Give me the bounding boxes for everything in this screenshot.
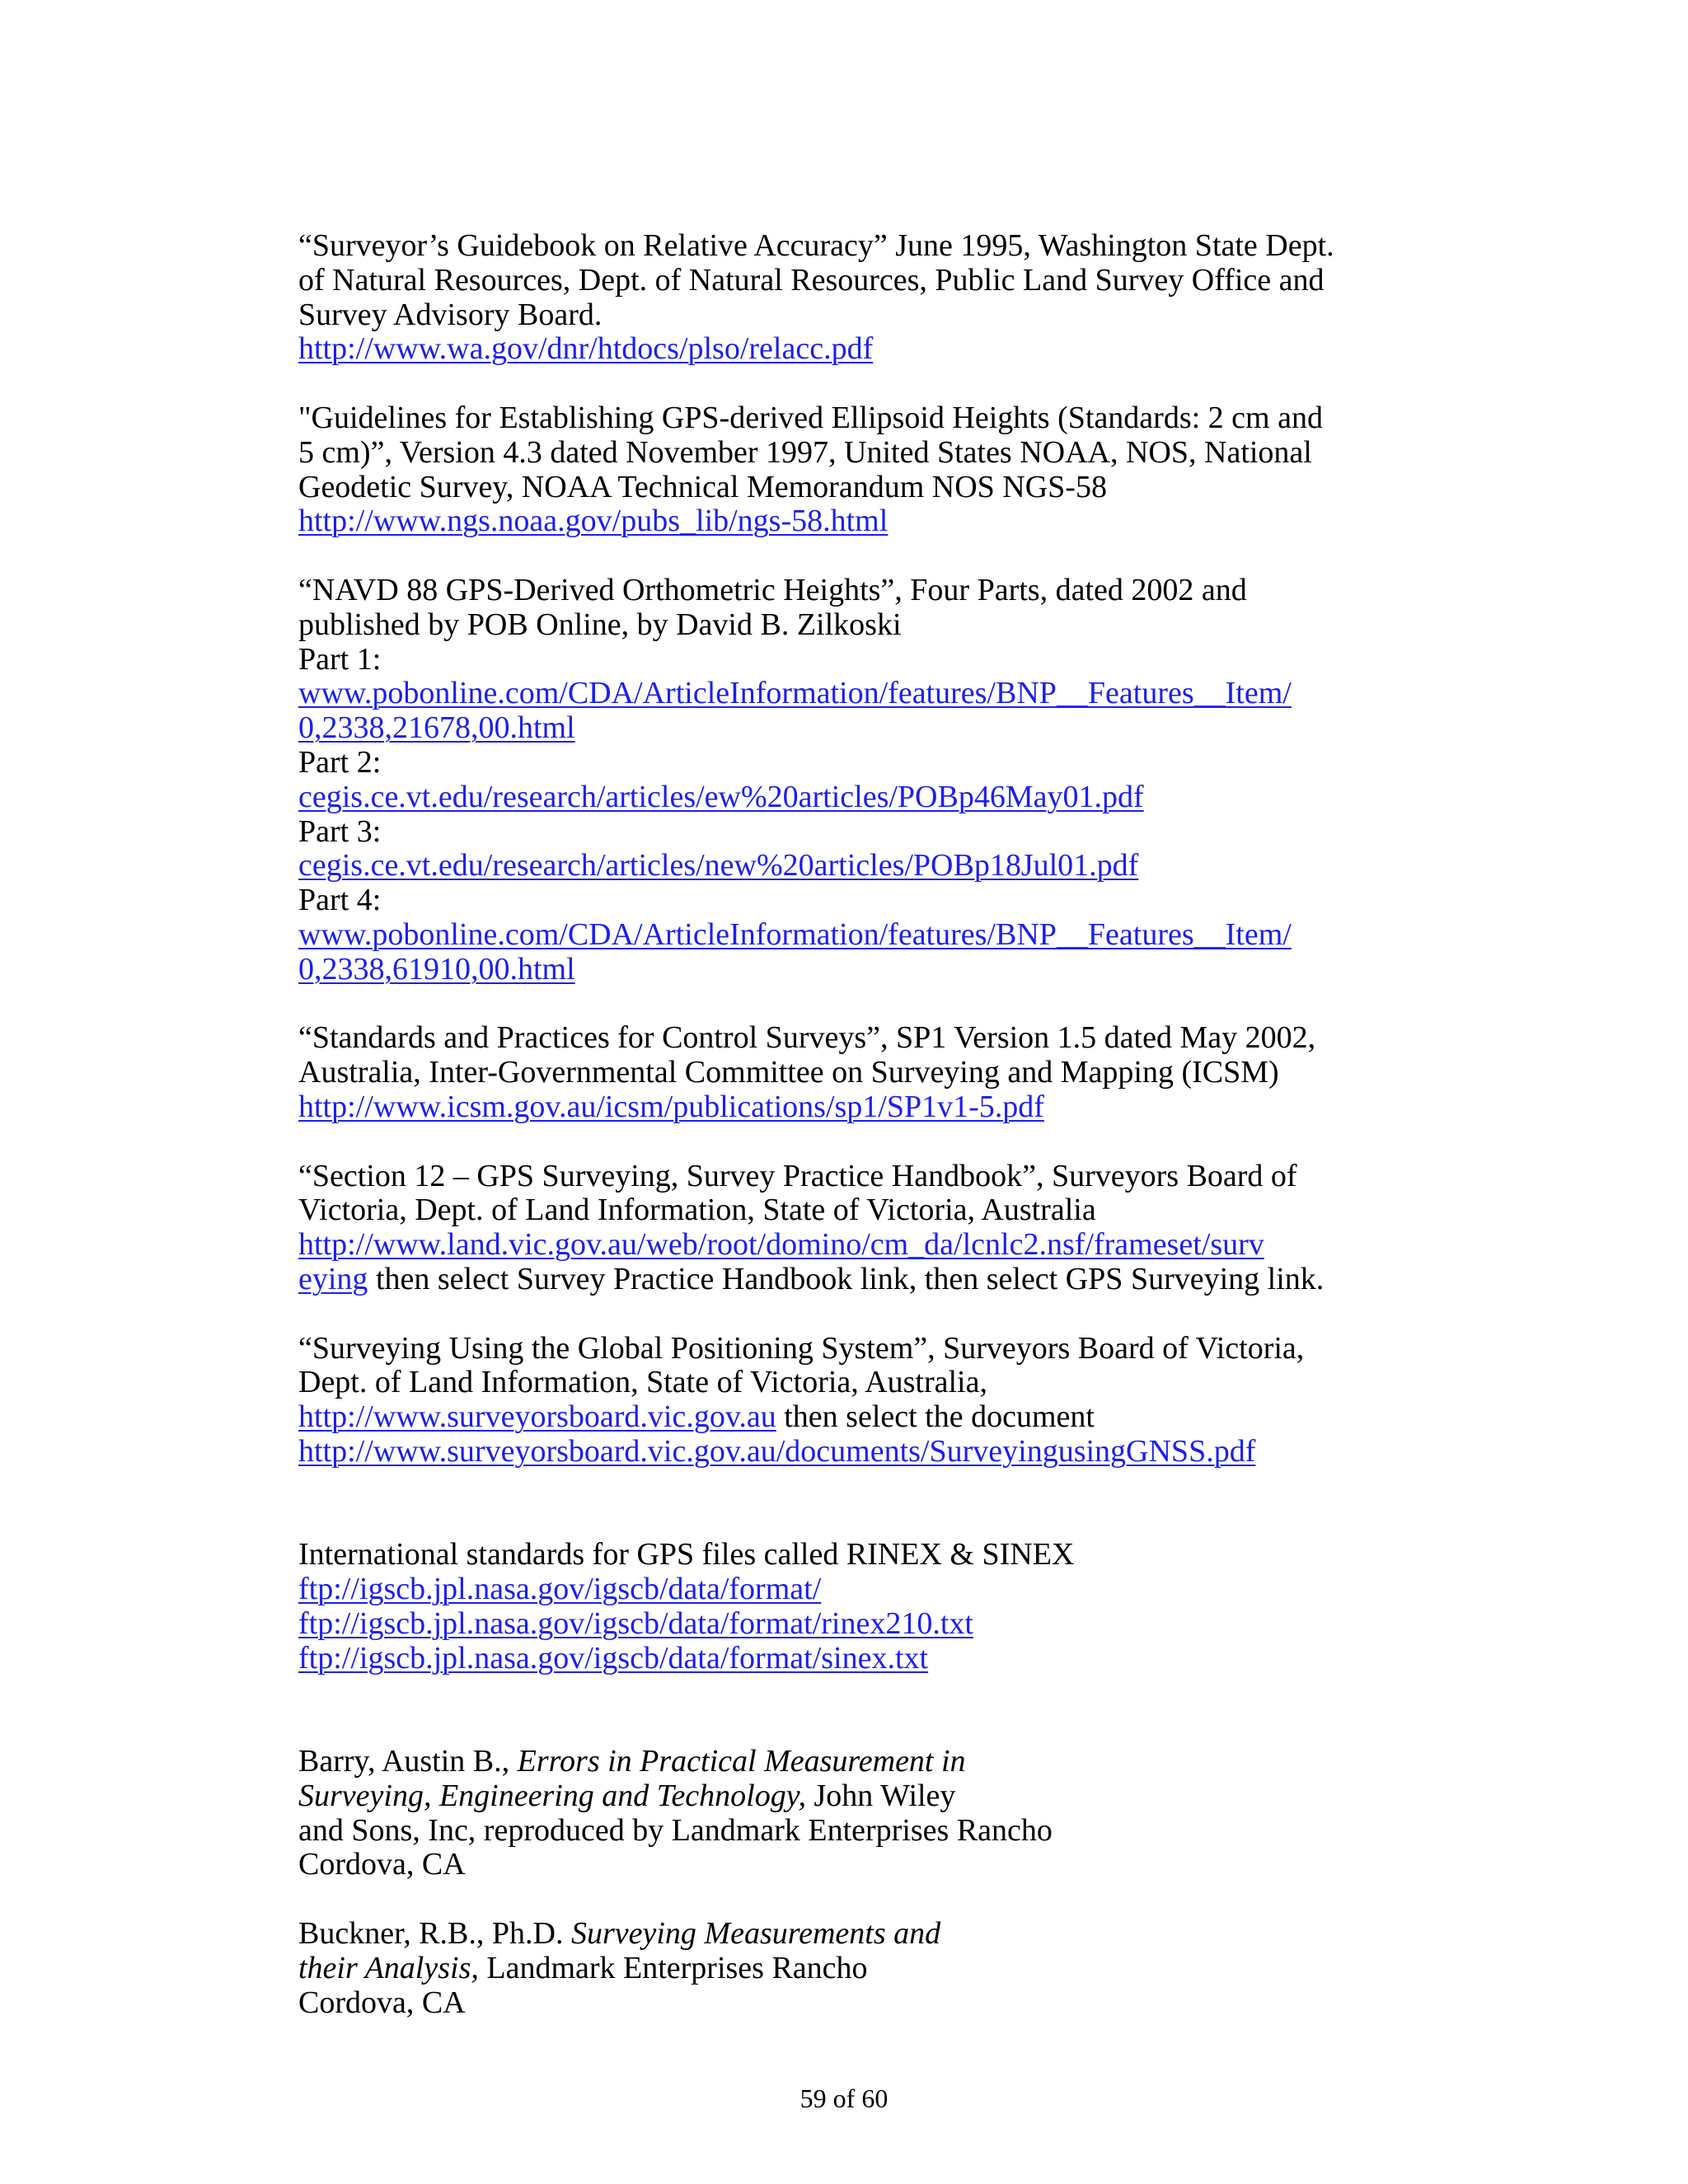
reference-text: Dept. of Land Information, State of Victoria, Australia, <box>298 1365 987 1400</box>
reference-text: then select the document <box>776 1399 1095 1435</box>
reference-author: Barry, Austin B., <box>298 1744 518 1779</box>
reference-link[interactable]: ftp://igscb.jpl.nasa.gov/igscb/data/format/sinex.txt <box>298 1640 929 1675</box>
reference-link[interactable]: http://www.wa.gov/dnr/htdocs/plso/relacc.pdf <box>298 331 874 367</box>
reference-link[interactable]: http://www.surveyorsboard.vic.gov.au <box>298 1399 776 1435</box>
reference-link[interactable]: cegis.ce.vt.edu/research/articles/ew%20articles/POBp46May01.pdf <box>298 779 1144 814</box>
page-number: 59 of 60 <box>799 2083 889 2113</box>
reference-link[interactable]: ftp://igscb.jpl.nasa.gov/igscb/data/format/rinex210.txt <box>298 1605 973 1641</box>
reference-text: Australia, Inter-Governmental Committee on Surveying and Mapping (ICSM) <box>298 1055 1279 1090</box>
reference-text: “Standards and Practices for Control Surveys”, SP1 Version 1.5 dated May 2002, <box>298 1020 1316 1056</box>
reference-entry <box>298 1021 1403 1124</box>
reference-publisher: Cordova, CA <box>298 1847 466 1882</box>
part-label: Part 3: <box>298 813 382 849</box>
reference-title: Surveying Measurements and <box>570 1916 941 1952</box>
reference-text: “Surveyor’s Guidebook on Relative Accuracy” June 1995, Washington State Dept. <box>298 228 1334 263</box>
reference-text: published by POB Online, by David B. Zilkoski <box>298 607 902 642</box>
reference-publisher: Landmark Enterprises Rancho <box>478 1950 868 1985</box>
reference-link[interactable]: 0,2338,61910,00.html <box>298 951 575 987</box>
part-label: Part 2: <box>298 744 382 780</box>
reference-text: Victoria, Dept. of Land Information, State of Victoria, Australia <box>298 1193 1096 1228</box>
reference-publisher: and Sons, Inc, reproduced by Landmark Enterprises Rancho <box>298 1812 1053 1848</box>
reference-text: 5 cm)”, Version 4.3 dated November 1997, United States NOAA, NOS, National <box>298 434 1312 470</box>
reference-publisher: John Wiley <box>806 1778 956 1813</box>
reference-link[interactable]: 0,2338,21678,00.html <box>298 710 575 746</box>
reference-publisher: Cordova, CA <box>298 1985 466 2020</box>
reference-entry <box>298 1745 1403 1882</box>
reference-link[interactable]: http://www.icsm.gov.au/icsm/publications/sp1/SP1v1-5.pdf <box>298 1089 1044 1124</box>
reference-text: then select Survey Practice Handbook link, then select GPS Surveying link. <box>368 1261 1325 1296</box>
reference-link[interactable]: www.pobonline.com/CDA/ArticleInformation/features/BNP__Features__Item/ <box>298 676 1292 711</box>
reference-title: Surveying, Engineering and Technology, <box>298 1778 806 1813</box>
reference-text: International standards for GPS files called RINEX & SINEX <box>298 1537 1075 1572</box>
reference-entry <box>298 229 1403 367</box>
reference-link[interactable]: ftp://igscb.jpl.nasa.gov/igscb/data/format/ <box>298 1572 822 1607</box>
reference-title: their Analysis, <box>298 1950 479 1985</box>
part-label: Part 1: <box>298 641 382 677</box>
reference-title: Errors in Practical Measurement in <box>517 1744 966 1779</box>
reference-link[interactable]: cegis.ce.vt.edu/research/articles/new%20articles/POBp18Jul01.pdf <box>298 848 1139 883</box>
reference-link[interactable]: http://www.ngs.noaa.gov/pubs_lib/ngs-58.html <box>298 504 889 539</box>
reference-text: “Surveying Using the Global Positioning System”, Surveyors Board of Victoria, <box>298 1330 1305 1366</box>
reference-text: of Natural Resources, Dept. of Natural Resources, Public Land Survey Office and <box>298 262 1325 298</box>
reference-author: Buckner, R.B., Ph.D. <box>298 1916 571 1952</box>
reference-text: “NAVD 88 GPS-Derived Orthometric Heights”, Four Parts, dated 2002 and <box>298 572 1247 607</box>
reference-link[interactable]: www.pobonline.com/CDA/ArticleInformation/features/BNP__Features__Item/ <box>298 916 1292 952</box>
reference-link[interactable]: eying <box>298 1261 368 1296</box>
reference-entry <box>298 1332 1403 1469</box>
reference-link[interactable]: http://www.surveyorsboard.vic.gov.au/documents/SurveyingusingGNSS.pdf <box>298 1433 1256 1469</box>
reference-text: “Section 12 – GPS Surveying, Survey Practice Handbook”, Surveyors Board of <box>298 1158 1297 1193</box>
reference-entry <box>298 401 1403 539</box>
reference-entry <box>298 574 1403 987</box>
reference-entry <box>298 1917 1403 2020</box>
reference-link[interactable]: http://www.land.vic.gov.au/web/root/domino/cm_da/lcnlc2.nsf/frameset/surv <box>298 1227 1264 1263</box>
part-label: Part 4: <box>298 883 382 918</box>
reference-entry <box>298 1538 1403 1675</box>
references-list <box>298 229 1403 2020</box>
reference-text: Geodetic Survey, NOAA Technical Memorandum NOS NGS-58 <box>298 469 1107 504</box>
reference-text: Survey Advisory Board. <box>298 297 603 332</box>
reference-entry <box>298 1160 1403 1297</box>
reference-text: "Guidelines for Establishing GPS-derived Ellipsoid Heights (Standards: 2 cm and <box>298 400 1323 435</box>
